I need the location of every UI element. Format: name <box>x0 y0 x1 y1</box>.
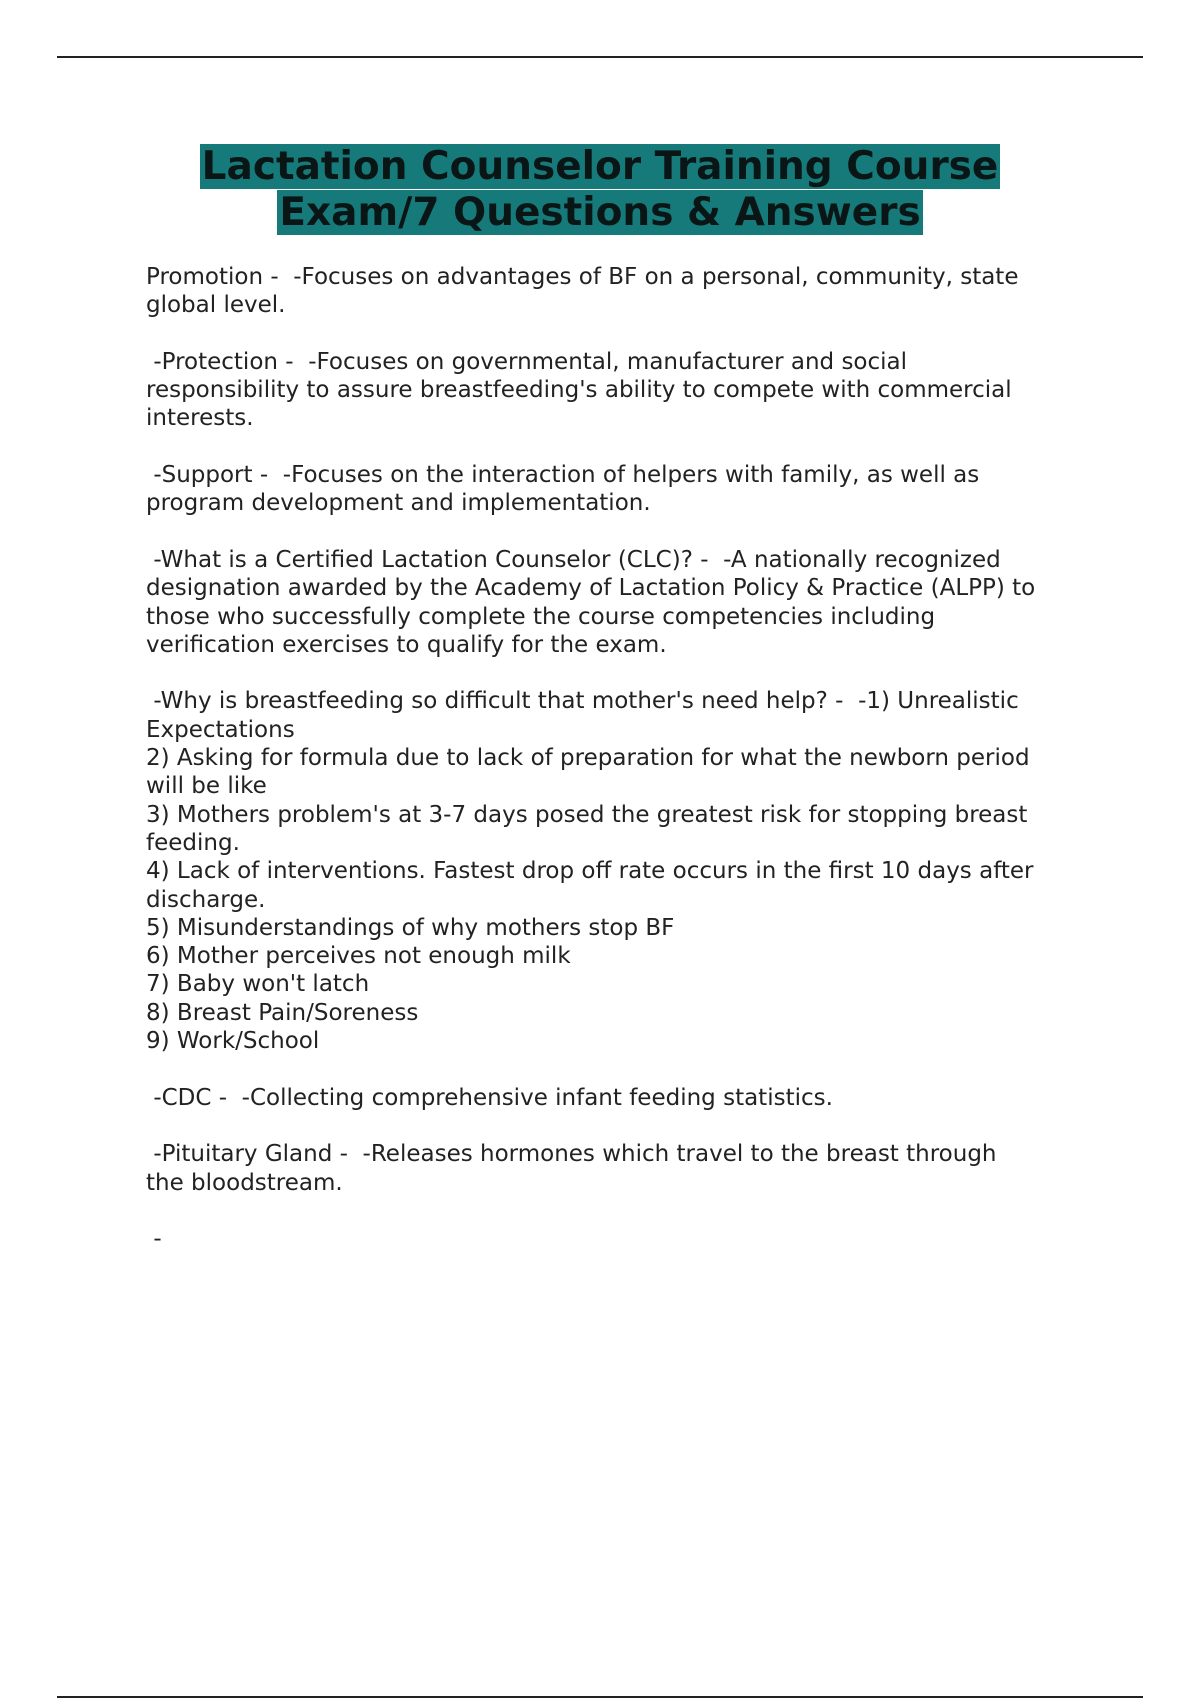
entry-line: Promotion - -Focuses on advantages of BF on a personal, community, state <box>146 264 1019 290</box>
entry-line: the bloodstream. <box>146 1169 343 1196</box>
document-title <box>0 144 1200 236</box>
entry-line: 6) Mother perceives not enough milk <box>146 943 571 970</box>
title-line-2: Exam/7 Questions & Answers <box>279 190 921 235</box>
entry-line: 5) Misunderstandings of why mothers stop BF <box>146 914 675 941</box>
entry-line: -What is a Certified Lactation Counselor (CLC)? - -A nationally recognized <box>146 546 1001 573</box>
qa-entry <box>146 546 1096 659</box>
top-divider <box>57 56 1143 58</box>
entry-line: -Support - -Focuses on the interaction of helpers with family, as well as <box>146 462 980 489</box>
entry-line: discharge. <box>146 886 266 913</box>
document-body <box>146 263 1096 1282</box>
entry-line: program development and implementation. <box>146 490 651 517</box>
bottom-divider <box>57 1696 1143 1698</box>
entry-line: will be like <box>146 773 267 800</box>
qa-entry <box>146 687 1096 1055</box>
entry-line: 2) Asking for formula due to lack of preparation for what the newborn period <box>146 745 1030 772</box>
qa-entry <box>146 1140 1096 1197</box>
entry-line: -Why is breastfeeding so difficult that mother's need help? - -1) Unrealistic <box>146 688 1019 715</box>
entry-line: those who successfully complete the course competencies including <box>146 603 936 630</box>
entry-line: global level. <box>146 292 286 319</box>
qa-entry <box>146 263 1096 320</box>
title-line-1: Lactation Counselor Training Course <box>201 144 999 189</box>
entry-line: - <box>146 1226 162 1253</box>
entry-line: designation awarded by the Academy of Lactation Policy & Practice (ALPP) to <box>146 575 1036 602</box>
qa-entry <box>146 1225 1096 1253</box>
entry-line: feeding. <box>146 829 240 856</box>
entry-line: verification exercises to qualify for the exam. <box>146 631 667 658</box>
entry-line: interests. <box>146 405 254 432</box>
qa-entry <box>146 348 1096 433</box>
qa-entry <box>146 1084 1096 1112</box>
qa-entry <box>146 461 1096 518</box>
entry-line: 8) Breast Pain/Soreness <box>146 999 419 1026</box>
entry-line: Expectations <box>146 716 295 743</box>
entry-line: 9) Work/School <box>146 1028 320 1055</box>
entry-line: -Pituitary Gland - -Releases hormones which travel to the breast through <box>146 1141 997 1168</box>
entry-line: 4) Lack of interventions. Fastest drop off rate occurs in the first 10 days after <box>146 858 1034 885</box>
entry-line: responsibility to assure breastfeeding's ability to compete with commercial <box>146 377 1012 404</box>
entry-line: -Protection - -Focuses on governmental, manufacturer and social <box>146 348 908 375</box>
entry-line: -CDC - -Collecting comprehensive infant feeding statistics. <box>146 1084 833 1111</box>
entry-line: 7) Baby won't latch <box>146 971 370 998</box>
entry-line: 3) Mothers problem's at 3-7 days posed the greatest risk for stopping breast <box>146 801 1028 828</box>
